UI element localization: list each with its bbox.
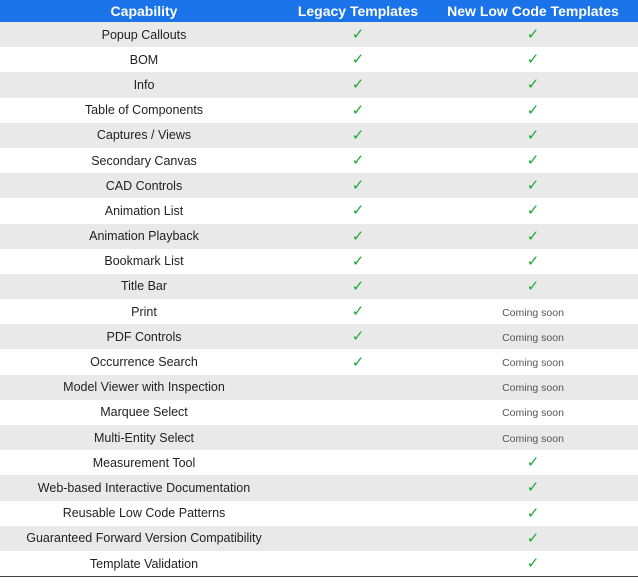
low-code-status-cell: [428, 77, 638, 92]
capability-name: Secondary Canvas: [91, 153, 197, 168]
checkmark-icon: ✓: [526, 504, 540, 522]
capability-name: Template Validation: [89, 556, 199, 571]
low-code-status-cell: [428, 254, 638, 269]
capability-name: BOM: [129, 52, 159, 67]
capability-name: Table of Components: [84, 103, 204, 118]
capability-name: CAD Controls: [105, 178, 183, 193]
capability-name: Multi-Entity Select: [93, 430, 195, 445]
capability-name: Animation Playback: [89, 229, 199, 244]
low-code-status-cell: [428, 27, 638, 42]
legacy-status-cell: [288, 153, 428, 168]
table-row: [0, 324, 638, 349]
checkmark-icon: ✓: [526, 555, 540, 573]
legacy-status-cell: [288, 329, 428, 344]
checkmark-icon: ✓: [526, 227, 540, 245]
checkmark-icon: ✓: [526, 252, 540, 270]
legacy-status-cell: [288, 279, 428, 294]
low-code-status-cell: [428, 480, 638, 495]
legacy-status-cell: [288, 52, 428, 67]
low-code-status-cell: [428, 178, 638, 193]
checkmark-icon: ✓: [351, 177, 365, 195]
capability-name: PDF Controls: [106, 329, 182, 344]
header-legacy-templates: Legacy Templates: [297, 3, 419, 19]
checkmark-icon: ✓: [526, 202, 540, 220]
checkmark-icon: ✓: [526, 529, 540, 547]
table-row: [0, 400, 638, 425]
checkmark-icon: ✓: [351, 227, 365, 245]
table-row: [0, 274, 638, 299]
checkmark-icon: ✓: [351, 353, 365, 371]
table-row: [0, 72, 638, 97]
legacy-status-cell: [288, 103, 428, 118]
low-code-status-cell: [428, 103, 638, 118]
capability-name: Captures / Views: [96, 128, 192, 143]
table-row: [0, 148, 638, 173]
coming-soon-label: Coming soon: [502, 382, 564, 395]
capability-name: Print: [131, 304, 157, 319]
table-row: [0, 375, 638, 400]
table-body: [0, 22, 638, 576]
table-row: [0, 98, 638, 123]
low-code-status-cell: [428, 153, 638, 168]
checkmark-icon: ✓: [351, 76, 365, 94]
checkmark-icon: ✓: [351, 303, 365, 321]
coming-soon-label: Coming soon: [502, 407, 564, 420]
low-code-status-cell: [428, 431, 638, 445]
checkmark-icon: ✓: [351, 26, 365, 44]
checkmark-icon: ✓: [526, 277, 540, 295]
table-row: [0, 349, 638, 374]
capability-name: Model Viewer with Inspection: [63, 380, 225, 395]
capability-name: Title Bar: [120, 279, 168, 294]
capability-name: Web-based Interactive Documentation: [37, 480, 251, 495]
checkmark-icon: ✓: [351, 152, 365, 170]
table-row: [0, 47, 638, 72]
low-code-status-cell: [428, 330, 638, 344]
low-code-status-cell: [428, 229, 638, 244]
table-row: [0, 299, 638, 324]
table-row: [0, 123, 638, 148]
table-row: [0, 450, 638, 475]
low-code-status-cell: [428, 405, 638, 419]
checkmark-icon: ✓: [526, 177, 540, 195]
legacy-status-cell: [288, 355, 428, 370]
low-code-status-cell: [428, 128, 638, 143]
capability-name: Guaranteed Forward Version Compatibility: [26, 531, 262, 546]
low-code-status-cell: [428, 279, 638, 294]
table-header: [0, 0, 638, 22]
legacy-status-cell: [288, 254, 428, 269]
checkmark-icon: ✓: [351, 126, 365, 144]
checkmark-icon: ✓: [526, 454, 540, 472]
table-row: [0, 249, 638, 274]
legacy-status-cell: [288, 27, 428, 42]
legacy-status-cell: [288, 304, 428, 319]
low-code-status-cell: [428, 305, 638, 319]
checkmark-icon: ✓: [351, 101, 365, 119]
coming-soon-label: Coming soon: [502, 306, 564, 319]
checkmark-icon: ✓: [526, 152, 540, 170]
legacy-status-cell: [288, 128, 428, 143]
checkmark-icon: ✓: [526, 51, 540, 69]
coming-soon-label: Coming soon: [502, 331, 564, 344]
low-code-status-cell: [428, 455, 638, 470]
capability-name: Occurrence Search: [90, 355, 198, 370]
table-row: [0, 173, 638, 198]
checkmark-icon: ✓: [351, 252, 365, 270]
table-row: [0, 224, 638, 249]
checkmark-icon: ✓: [526, 126, 540, 144]
checkmark-icon: ✓: [526, 26, 540, 44]
coming-soon-label: Coming soon: [502, 432, 564, 445]
capability-name: Measurement Tool: [92, 455, 196, 470]
low-code-status-cell: [428, 531, 638, 546]
capability-name: Reusable Low Code Patterns: [62, 506, 226, 521]
legacy-status-cell: [288, 229, 428, 244]
checkmark-icon: ✓: [351, 328, 365, 346]
low-code-status-cell: [428, 52, 638, 67]
low-code-status-cell: [428, 355, 638, 369]
legacy-status-cell: [288, 203, 428, 218]
table-row: [0, 501, 638, 526]
table-row: [0, 475, 638, 500]
table-row: [0, 551, 638, 576]
checkmark-icon: ✓: [526, 101, 540, 119]
legacy-status-cell: [288, 77, 428, 92]
capability-name: Marquee Select: [100, 405, 188, 420]
legacy-status-cell: [288, 178, 428, 193]
checkmark-icon: ✓: [351, 51, 365, 69]
checkmark-icon: ✓: [351, 202, 365, 220]
capability-name: Bookmark List: [104, 254, 184, 269]
checkmark-icon: ✓: [526, 76, 540, 94]
capability-name: Info: [133, 77, 155, 92]
header-low-code-templates: New Low Code Templates: [447, 3, 619, 19]
table-row: [0, 198, 638, 223]
header-capability: Capability: [110, 3, 178, 19]
checkmark-icon: ✓: [351, 277, 365, 295]
low-code-status-cell: [428, 203, 638, 218]
table-row: [0, 526, 638, 551]
capability-name: Animation List: [104, 203, 184, 218]
coming-soon-label: Coming soon: [502, 357, 564, 370]
low-code-status-cell: [428, 556, 638, 571]
capability-name: Popup Callouts: [101, 27, 187, 42]
low-code-status-cell: [428, 380, 638, 394]
table-row: [0, 425, 638, 450]
checkmark-icon: ✓: [526, 479, 540, 497]
table-row: [0, 22, 638, 47]
low-code-status-cell: [428, 506, 638, 521]
